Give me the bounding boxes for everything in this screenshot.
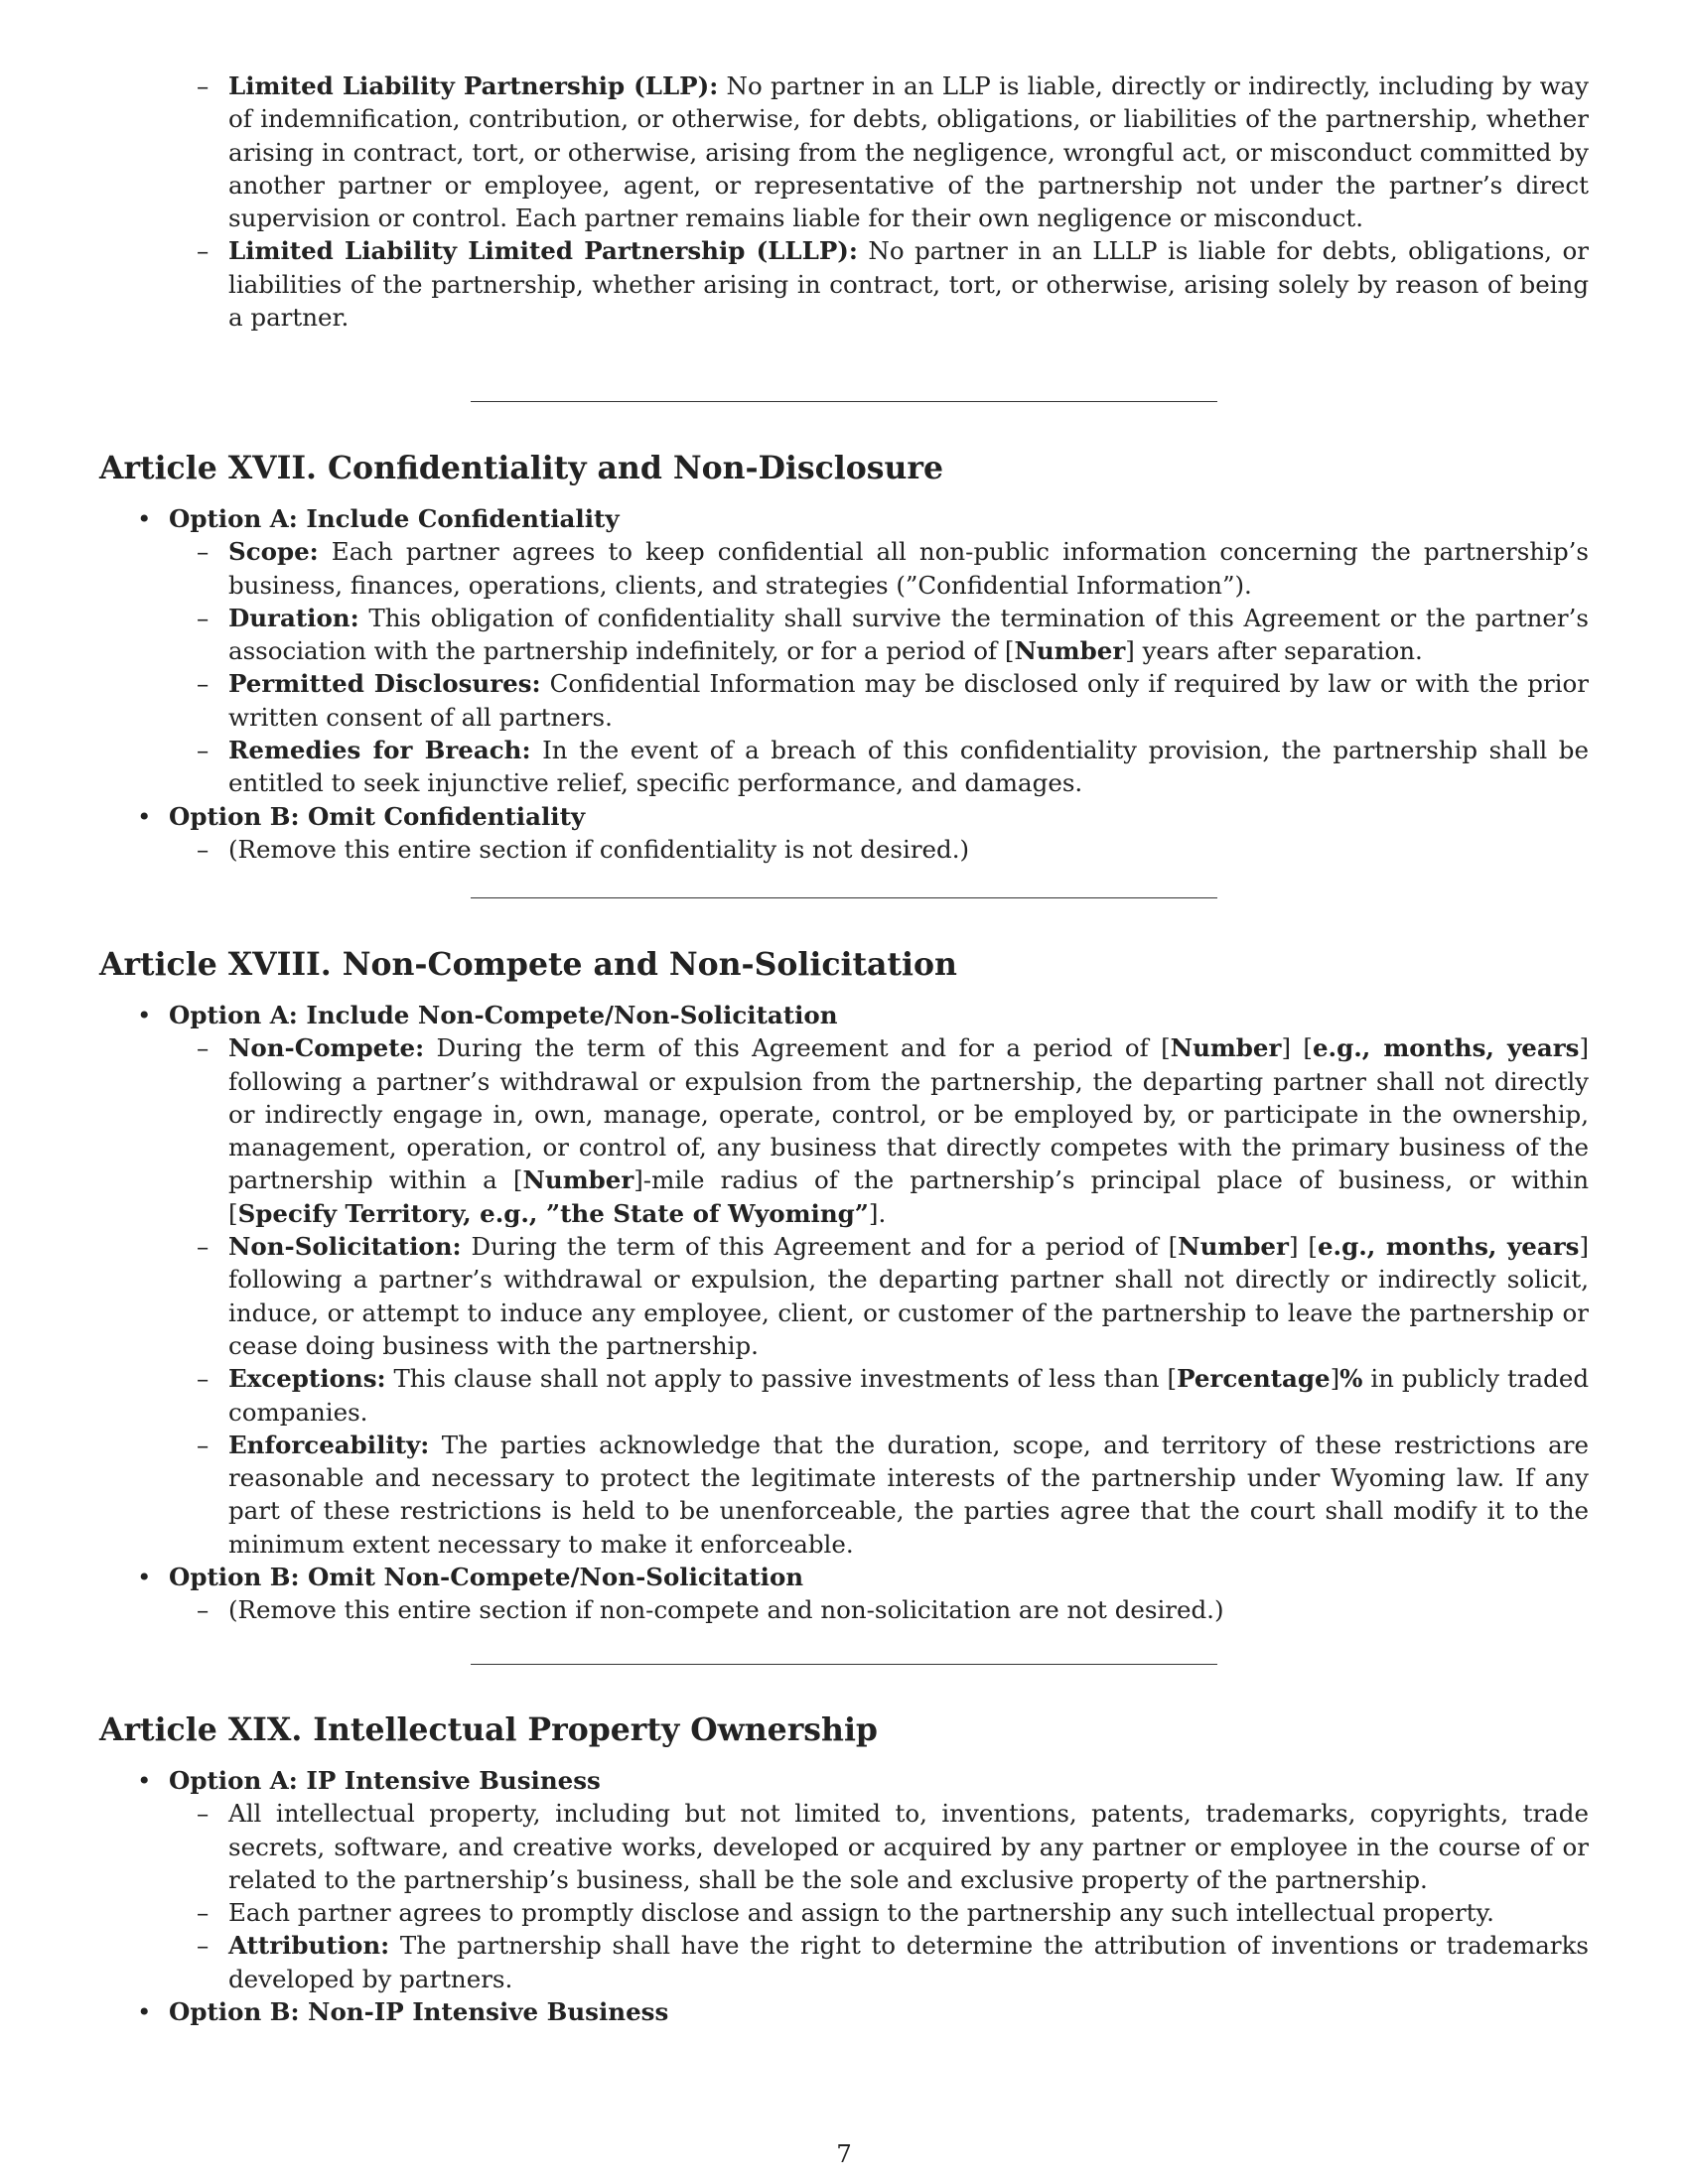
- omit-note: – (Remove this entire section if non-compete and non-solicitation are not desired.): [99, 1593, 1589, 1626]
- article-17-body: [99, 502, 1589, 866]
- article-19-option-a: [99, 1764, 1589, 1995]
- section-divider: [471, 1664, 1217, 1665]
- article-19-body: [99, 1764, 1589, 2028]
- ip-ownership-item: – All intellectual property, including but not limited to, inventions, patents, trademarks, copyrights, trade secrets, software, and creative works, developed or acquired by any partner or employee in the course of or related to the partnership’s business, shall be the sole and exclusive property of the partnership.: [99, 1797, 1589, 1896]
- enforceability-text: The parties acknowledge that the duration, scope, and territory of these restrictions are reasonable and necessary to protect the legitimate interests of the partnership under Wyoming law. If any part of these restrictions is held to be unenforceable, the parties agree that the court shall modify it to the minimum extent necessary to make it enforceable.: [228, 1430, 1589, 1559]
- article-18-option-a: [99, 999, 1589, 1561]
- non-solicitation-text: During the term of this Agreement and for a period of [: [461, 1232, 1179, 1262]
- omit-note: – (Remove this entire section if confidentiality is not desired.): [99, 833, 1589, 866]
- option-title: Option A: Include Confidentiality: [169, 504, 620, 533]
- placeholder: Number: [1178, 1232, 1289, 1262]
- llp-text: No partner in an LLP is liable, directly or indirectly, including by way of indemnification, contribution, or otherwise, for debts, obligations, or liabilities of the partnership, whether arising in contract, tort, or otherwise, arising from the negligence, wrongful act, or misconduct committed by another partner or employee, agent, or representative of the partnership not under the partner’s direct supervision or control. Each partner remains liable for their own negligence or misconduct.: [228, 71, 1589, 233]
- duration-text: This obligation of confidentiality shall survive the termination of this Agreement or the partner’s association with the partnership indefinitely, or for a period of [: [228, 603, 1589, 666]
- non-compete-text: ] following a partner’s withdrawal or expulsion from the partnership, the departing partner shall not directly or indirectly engage in, own, manage, operate, control, or be employed by, or participate in the ownership, management, operation, or control of, any business that directly competes with the primary business of the partnership within a [: [228, 1033, 1590, 1195]
- llp-item: [99, 69, 1589, 234]
- enforceability-label: Enforceability:: [228, 1430, 430, 1459]
- exceptions-label: Exceptions:: [228, 1364, 386, 1394]
- article-18-option-b: [99, 1561, 1589, 1627]
- scope-text: Each partner agrees to keep confidential all non-public information concerning the partnership’s business, finances, operations, clients, and strategies (”Confidential Information”).: [228, 537, 1589, 600]
- section-divider: [471, 401, 1217, 402]
- permitted-label: Permitted Disclosures:: [228, 669, 541, 699]
- ip-disclosure-item: – Each partner agrees to promptly disclose and assign to the partnership any such intellectual property.: [99, 1896, 1589, 1929]
- placeholder: Percentage: [1177, 1364, 1331, 1394]
- non-solicitation-text: ] [: [1288, 1232, 1318, 1262]
- duration-text: ] years after separation.: [1125, 636, 1423, 666]
- article-19-heading: Article XIX. Intellectual Property Ownership: [99, 1711, 878, 1748]
- permitted-disclosures-item: [99, 667, 1589, 734]
- exceptions-text: in publicly traded companies.: [228, 1364, 1589, 1427]
- placeholder: Number: [522, 1165, 634, 1195]
- llp-section: [99, 69, 1589, 334]
- page-number: 7: [836, 2139, 852, 2168]
- placeholder: Number: [1014, 636, 1126, 666]
- article-17-heading: Article XVII. Confidentiality and Non-Disclosure: [99, 450, 944, 486]
- permitted-text: Confidential Information may be disclosed only if required by law or with the prior written consent of all partners.: [228, 669, 1589, 732]
- option-title: Option A: Include Non-Compete/Non-Solicitation: [169, 1001, 838, 1029]
- placeholder: e.g., months, years: [1317, 1232, 1580, 1262]
- non-compete-text: ]-mile radius of the partnership’s principal place of business, or within [: [228, 1165, 1589, 1228]
- percent-sign: %: [1339, 1364, 1363, 1394]
- non-compete-item: [99, 1031, 1589, 1230]
- scope-item: [99, 535, 1589, 602]
- bullet-icon: •: [137, 1563, 152, 1592]
- placeholder: Number: [1170, 1033, 1282, 1063]
- option-title: Option B: Omit Confidentiality: [169, 801, 586, 831]
- non-compete-text: ].: [868, 1198, 887, 1228]
- article-18-heading: Article XVIII. Non-Compete and Non-Solicitation: [99, 946, 957, 983]
- option-title: Option A: IP Intensive Business: [169, 1766, 601, 1795]
- non-solicitation-label: Non-Solicitation:: [228, 1232, 462, 1262]
- exceptions-text: ]: [1330, 1364, 1340, 1394]
- attribution-text: The partnership shall have the right to determine the attribution of inventions or trademarks developed by partners.: [228, 1931, 1589, 1993]
- placeholder: Specify Territory, e.g., ”the State of Wyoming”: [237, 1198, 869, 1228]
- non-compete-text: ] [: [1281, 1033, 1313, 1063]
- bullet-icon: •: [137, 801, 152, 831]
- exceptions-text: This clause shall not apply to passive investments of less than [: [385, 1364, 1178, 1394]
- placeholder: e.g., months, years: [1312, 1033, 1580, 1063]
- article-19-option-b: [99, 1995, 1589, 2028]
- bullet-icon: •: [137, 1001, 152, 1029]
- attribution-item: [99, 1929, 1589, 1995]
- remedies-text: In the event of a breach of this confidentiality provision, the partnership shall be entitled to seek injunctive relief, specific performance, and damages.: [228, 736, 1589, 798]
- non-compete-text: During the term of this Agreement and for a period of [: [424, 1033, 1171, 1063]
- lllp-text: No partner in an LLLP is liable for debts, obligations, or liabilities of the partnership, whether arising in contract, tort, or otherwise, arising solely by reason of being a partner.: [228, 236, 1589, 333]
- non-solicitation-text: ] following a partner’s withdrawal or expulsion, the departing partner shall not directly or indirectly solicit, induce, or attempt to induce any employee, client, or customer of the partnership to leave the partnership or cease doing business with the partnership.: [228, 1232, 1590, 1360]
- attribution-label: Attribution:: [228, 1931, 390, 1961]
- option-title: Option B: Non-IP Intensive Business: [169, 1997, 669, 2027]
- bullet-icon: •: [137, 1997, 152, 2027]
- duration-item: [99, 602, 1589, 668]
- bullet-icon: •: [137, 504, 152, 533]
- llp-label: Limited Liability Partnership (LLP):: [228, 71, 719, 100]
- remedies-label: Remedies for Breach:: [228, 736, 531, 765]
- remedies-item: [99, 734, 1589, 800]
- article-17-option-a: [99, 502, 1589, 800]
- lllp-label: Limited Liability Limited Partnership (LLLP):: [228, 236, 858, 266]
- article-18-body: [99, 999, 1589, 1627]
- scope-label: Scope:: [228, 537, 319, 567]
- article-17-option-b: [99, 800, 1589, 867]
- lllp-item: [99, 234, 1589, 334]
- duration-label: Duration:: [228, 603, 359, 632]
- enforceability-item: [99, 1429, 1589, 1561]
- non-compete-label: Non-Compete:: [228, 1033, 425, 1063]
- document-page: [99, 0, 1589, 2184]
- bullet-icon: •: [137, 1766, 152, 1795]
- section-divider: [471, 897, 1217, 898]
- exceptions-item: [99, 1362, 1589, 1429]
- non-solicitation-item: [99, 1230, 1589, 1362]
- option-title: Option B: Omit Non-Compete/Non-Solicitation: [169, 1563, 804, 1592]
